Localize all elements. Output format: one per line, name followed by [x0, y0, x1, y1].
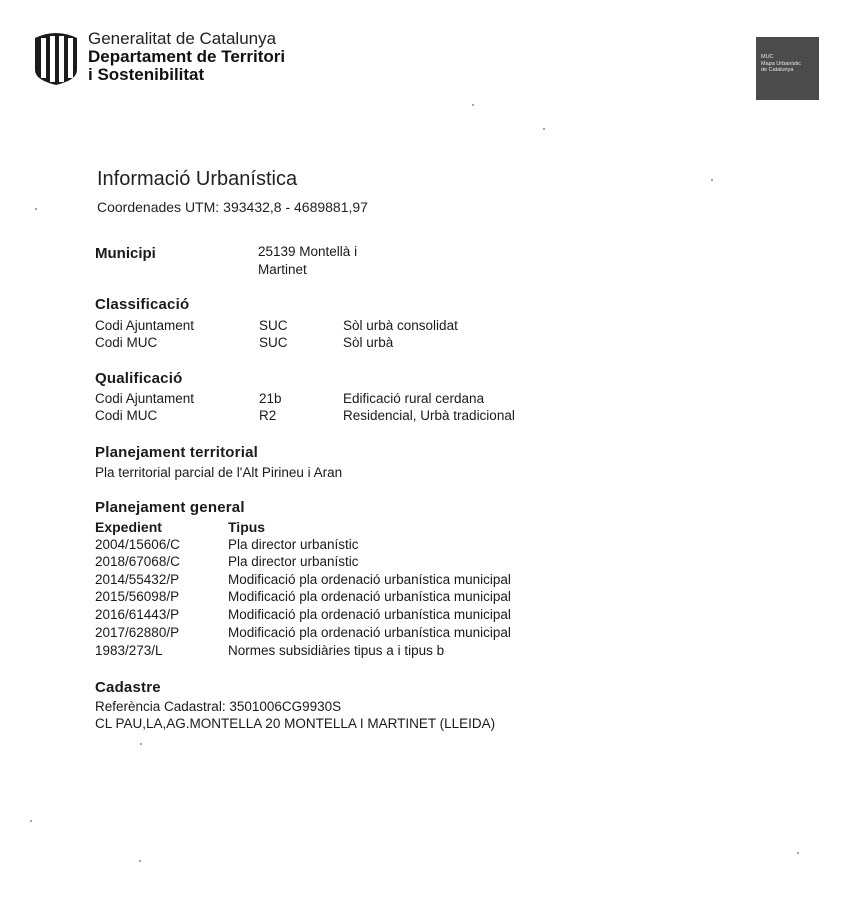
expedient: 2017/62880/P — [95, 625, 180, 640]
classificacio-title: Classificació — [95, 296, 190, 313]
coords-value: 393432,8 - 4689881,97 — [223, 199, 368, 215]
scan-speck — [30, 820, 32, 822]
scan-speck — [139, 860, 141, 862]
qualificacio-row — [95, 408, 157, 423]
row-code: R2 — [259, 408, 277, 423]
organization-line-2: Departament de Territori — [88, 47, 286, 66]
row-code: SUC — [259, 335, 288, 350]
expedient: 2014/55432/P — [95, 572, 180, 587]
classificacio-row — [95, 318, 194, 333]
row-code: 21b — [259, 391, 282, 406]
row-desc: Sòl urbà consolidat — [343, 318, 458, 333]
expedient: 2016/61443/P — [95, 607, 180, 622]
utm-coordinates — [97, 199, 368, 215]
scan-speck — [35, 208, 37, 210]
scan-speck — [711, 179, 713, 181]
row-label: Codi Ajuntament — [95, 391, 195, 406]
planejament-row — [95, 643, 445, 658]
tipus: Modificació pla ordenació urbanística municipal — [228, 589, 511, 604]
expedient: 2018/67068/C — [95, 554, 180, 569]
planejament-row — [95, 607, 511, 622]
tipus: Modificació pla ordenació urbanística municipal — [228, 625, 511, 640]
row-desc: Residencial, Urbà tradicional — [343, 408, 515, 423]
municipi-label: Municipi — [95, 245, 156, 262]
scan-speck — [472, 104, 474, 106]
document-title: Informació Urbanística — [97, 168, 298, 190]
tipus: Modificació pla ordenació urbanística municipal — [228, 607, 511, 622]
row-code: SUC — [259, 318, 288, 333]
cadastral-address: CL PAU,LA,AG.MONTELLA 20 MONTELLA I MARTINET (LLEIDA) — [95, 716, 496, 731]
planejament-row — [95, 625, 511, 640]
cadastral-ref-label: Referència Cadastral: — [95, 699, 226, 714]
organization-line-1: Generalitat de Catalunya — [88, 29, 277, 48]
planejament-row — [95, 572, 511, 587]
scan-speck — [797, 852, 799, 854]
cadastre-title: Cadastre — [95, 679, 161, 696]
expedient: 2015/56098/P — [95, 589, 180, 604]
planejament-row — [95, 554, 359, 569]
muc-logo-badge — [756, 37, 819, 100]
expedient: 1983/273/L — [95, 643, 163, 658]
planejament-row — [95, 589, 511, 604]
scan-speck — [140, 743, 142, 745]
qualificacio-title: Qualificació — [95, 370, 183, 387]
generalitat-emblem-icon — [32, 30, 80, 86]
planejament-territorial-title: Planejament territorial — [95, 444, 258, 461]
row-label: Codi Ajuntament — [95, 318, 195, 333]
qualificacio-row — [95, 391, 194, 406]
row-desc: Sòl urbà — [343, 335, 394, 350]
coords-label: Coordenades UTM: — [97, 199, 220, 215]
tipus: Pla director urbanístic — [228, 554, 359, 569]
badge-line-2: Mapa Urbanístic — [761, 60, 802, 67]
badge-line-3: de Catalunya — [761, 67, 794, 73]
organization-name — [88, 30, 285, 84]
cadastral-reference — [95, 699, 341, 714]
tipus-column-header: Tipus — [228, 519, 266, 535]
row-desc: Edificació rural cerdana — [343, 391, 485, 406]
planejament-territorial-value: Pla territorial parcial de l'Alt Pirineu i Aran — [95, 465, 343, 480]
organization-line-3: i Sostenibilitat — [88, 65, 205, 84]
classificacio-row — [95, 335, 157, 350]
header-logo — [32, 30, 285, 86]
expedient-column-header: Expedient — [95, 519, 162, 535]
planejament-row — [95, 537, 359, 552]
scan-speck — [543, 128, 545, 130]
tipus: Modificació pla ordenació urbanística municipal — [228, 572, 511, 587]
municipi-value: 25139 Montellà i Martinet — [258, 244, 358, 277]
cadastral-ref-value: 3501006CG9930S — [229, 699, 342, 714]
tipus: Normes subsidiàries tipus a i tipus b — [228, 643, 445, 658]
expedient: 2004/15606/C — [95, 537, 180, 552]
badge-line-1: MUC — [761, 54, 774, 60]
tipus: Pla director urbanístic — [228, 537, 359, 552]
planejament-general-title: Planejament general — [95, 499, 245, 516]
row-label: Codi MUC — [95, 335, 158, 350]
row-label: Codi MUC — [95, 408, 158, 423]
